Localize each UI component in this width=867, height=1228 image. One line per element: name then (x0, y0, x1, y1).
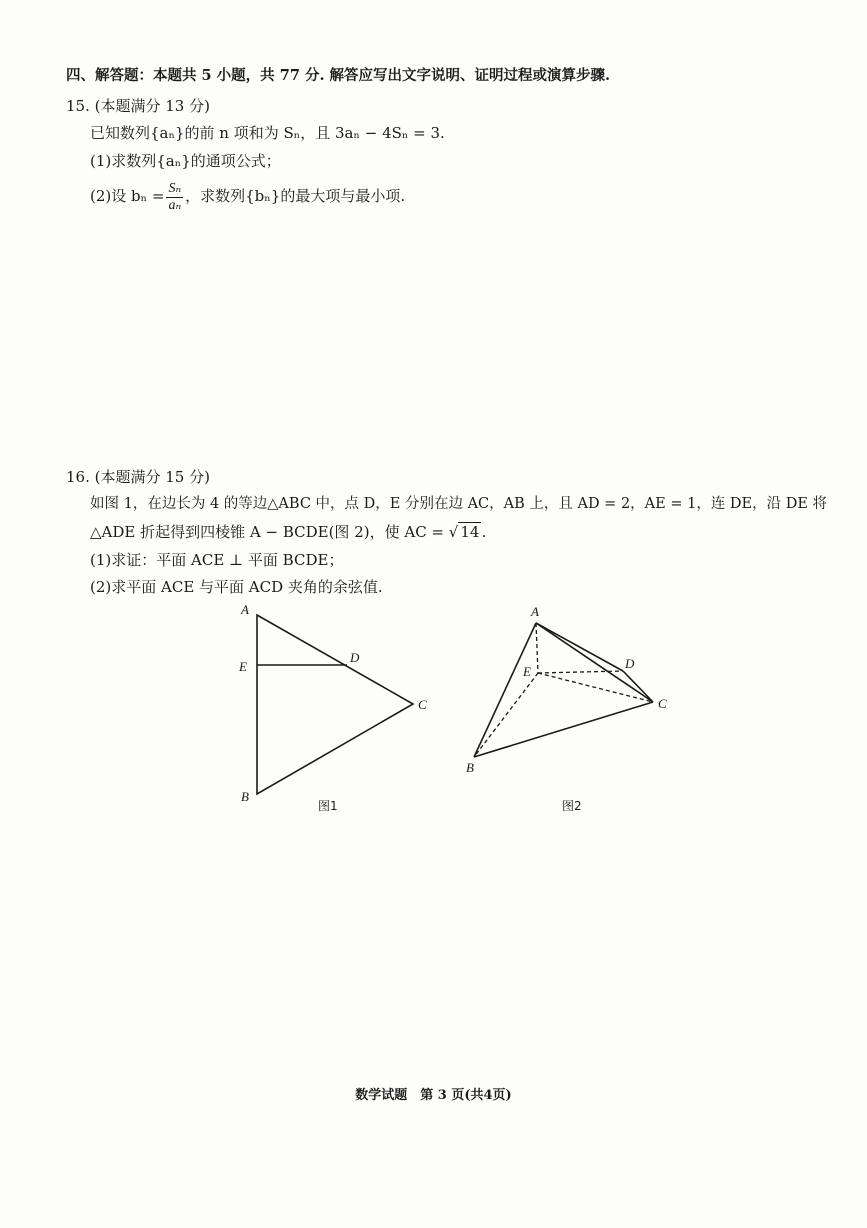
edge-dc (623, 671, 653, 702)
label-e: E (239, 659, 247, 674)
edge-bc (474, 702, 653, 757)
section-header: 四、解答题：本题共 5 小题，共 77 分. 解答应写出文字说明、证明过程或演算步骤. (66, 67, 611, 84)
sqrt-symbol: √ (448, 523, 459, 541)
q16-part2: (2)求平面 ACE 与平面 ACD 夹角的余弦值. (90, 578, 383, 596)
q15-stem: 已知数列{aₙ}的前 n 项和为 Sₙ，且 3aₙ − 4Sₙ = 3. (90, 124, 445, 142)
edge-eb (474, 673, 538, 757)
edge-ab (474, 623, 536, 757)
q15-part2-prefix: (2)设 bₙ = (90, 187, 165, 205)
label-a: A (531, 604, 539, 619)
edge-ae (536, 623, 538, 673)
q16-part1: (1)求证：平面 ACE ⊥ 平面 BCDE； (90, 551, 344, 569)
q15-part2-suffix: ，求数列{bₙ}的最大项与最小项. (185, 187, 406, 205)
label-b: B (241, 789, 249, 804)
q15-part1: (1)求数列{aₙ}的通项公式； (90, 152, 281, 170)
figure-2 (455, 598, 685, 828)
q15-part2 (90, 176, 405, 216)
label-e: E (523, 664, 531, 679)
q16-stem-line2-prefix: △ADE 折起得到四棱锥 A − BCDE(图 2)，使 AC = (90, 523, 445, 541)
triangle-abc (257, 615, 413, 794)
q15-title: 15. (本题满分 13 分) (66, 97, 210, 115)
label-d: D (350, 650, 360, 665)
label-b: B (466, 760, 474, 775)
figure-1 (230, 598, 450, 828)
label-c: C (658, 696, 667, 711)
edge-ad (536, 623, 623, 671)
q16-stem-line2-suffix: . (481, 523, 487, 541)
page-footer: 数学试题 第 3 页(共4页) (355, 1088, 512, 1103)
fraction-numerator: Sₙ (168, 180, 182, 196)
label-c: C (418, 697, 427, 712)
fraction-denominator: aₙ (168, 197, 182, 213)
q16-stem-line2 (90, 522, 486, 542)
q16-stem-line1: 如图 1，在边长为 4 的等边△ABC 中，点 D，E 分别在边 AC，AB 上，且 AD = 2，AE = 1，连 DE，沿 DE 将 (90, 496, 828, 512)
edge-ac (536, 623, 653, 702)
sqrt-radicand: 14 (460, 523, 480, 541)
edge-ec (538, 673, 653, 702)
label-a: A (241, 602, 249, 617)
label-d: D (625, 656, 635, 671)
figure-1-caption: 图1 (318, 799, 338, 813)
q16-title: 16. (本题满分 15 分) (66, 468, 210, 486)
q15-fraction (166, 181, 183, 214)
figure-2-caption: 图2 (562, 799, 582, 813)
